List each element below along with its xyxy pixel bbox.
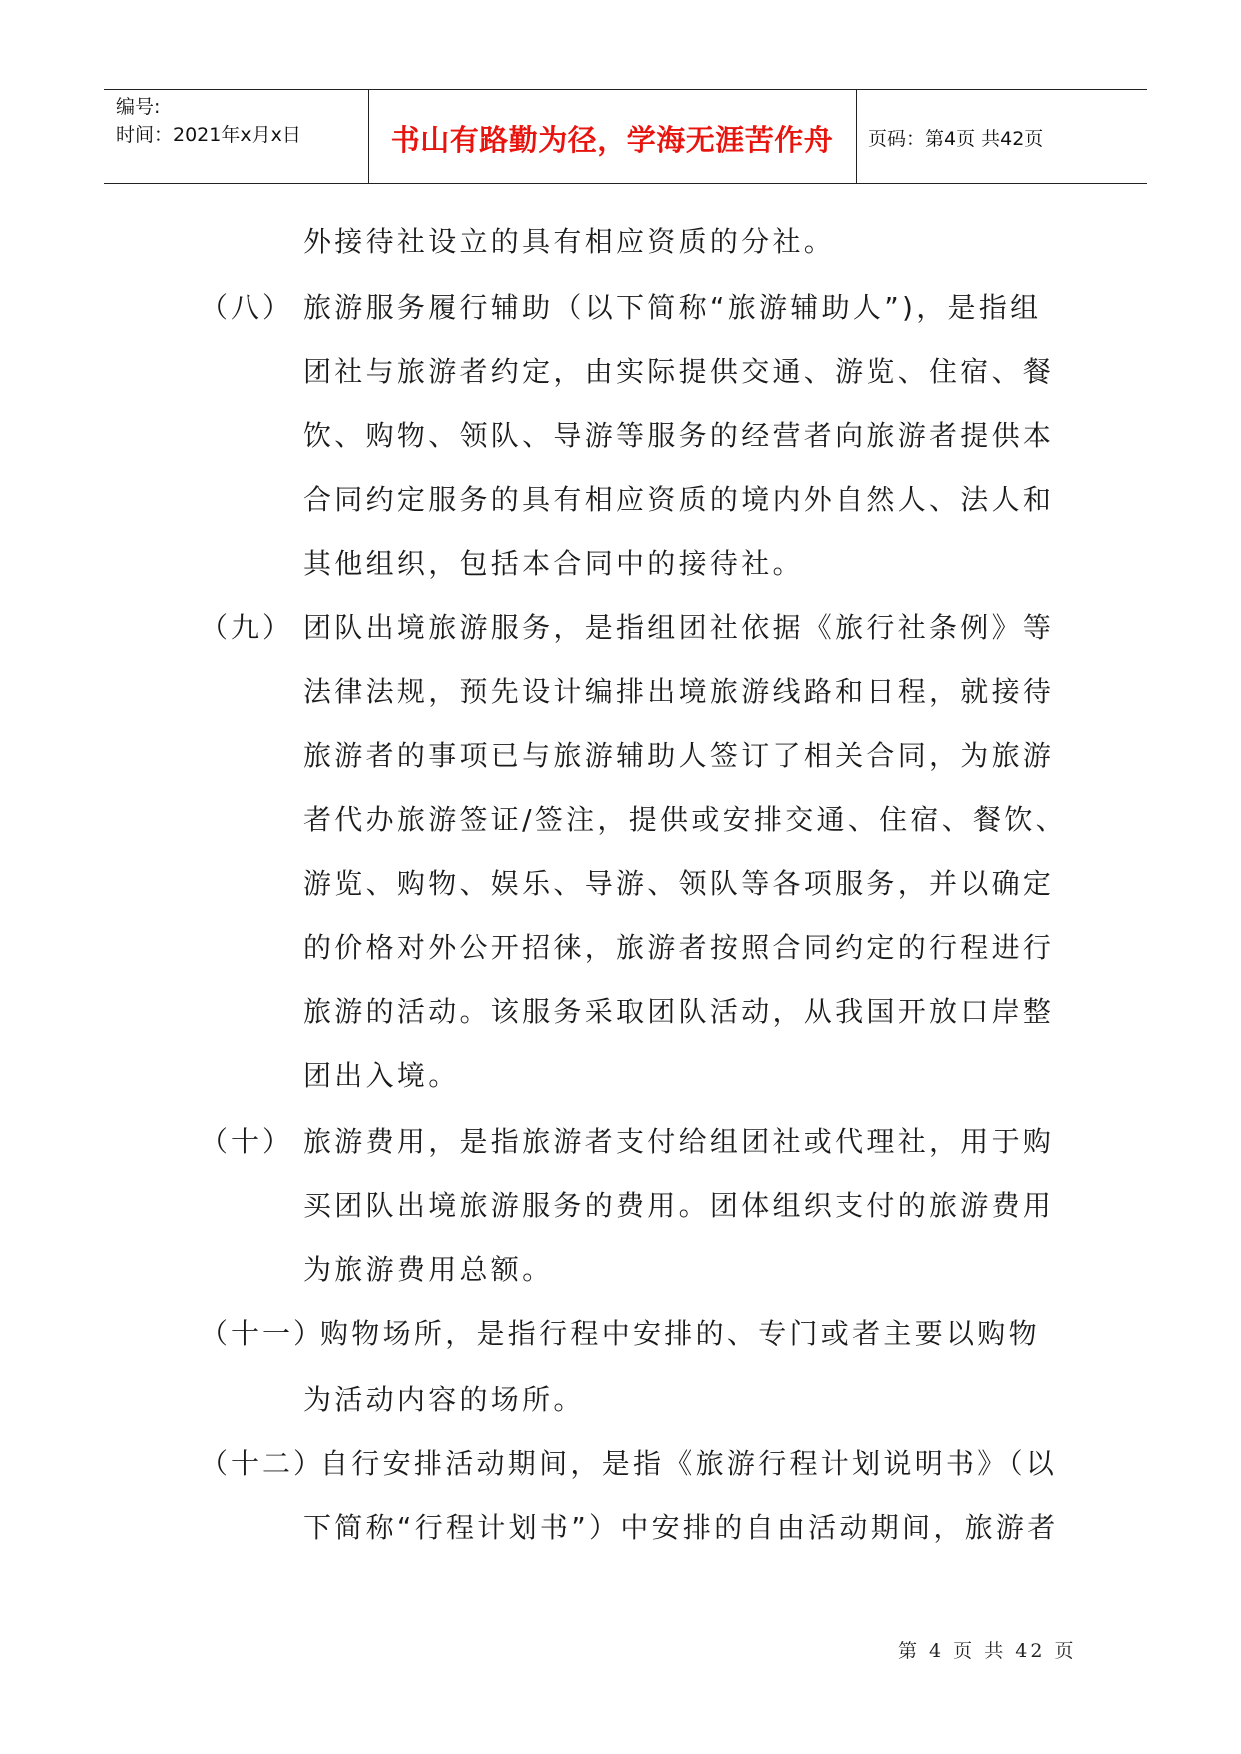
paragraph-line: 为旅游费用总额。: [303, 1253, 554, 1286]
paragraph-line: 其他组织，包括本合同中的接待社。: [303, 547, 804, 580]
item-marker: （八）: [200, 291, 294, 324]
item-marker: （十一）: [200, 1317, 325, 1350]
paragraph-line: 下简称“行程计划书”）中安排的自由活动期间，旅游者: [303, 1511, 1059, 1544]
header-motto: 书山有路勤为径，学海无涯苦作舟: [390, 123, 834, 157]
paragraph-line: 法律法规，预先设计编排出境旅游线路和日程，就接待: [303, 675, 1055, 708]
page-header: [104, 89, 1147, 184]
paragraph-line: 外接待社设立的具有相应资质的分社。: [303, 225, 836, 258]
paragraph-line: 合同约定服务的具有相应资质的境内外自然人、法人和: [303, 483, 1055, 516]
paragraph-line: 旅游服务履行辅助（以下简称“旅游辅助人”)，是指组: [303, 291, 1042, 324]
document-number-label: 编号:: [116, 96, 161, 118]
header-page-info: 页码：第4页 共42页: [868, 128, 1044, 150]
paragraph-line: 的价格对外公开招徕，旅游者按照合同约定的行程进行: [303, 931, 1055, 964]
header-middle-cell: [368, 90, 857, 183]
header-left-cell: [104, 90, 369, 183]
paragraph-line: 者代办旅游签证/签注，提供或安排交通、住宿、餐饮、: [303, 803, 1067, 836]
paragraph-line: 为活动内容的场所。: [303, 1383, 585, 1416]
document-time-label: 时间：2021年x月x日: [116, 124, 301, 146]
paragraph-line: 团社与旅游者约定，由实际提供交通、游览、住宿、餐: [303, 355, 1055, 388]
item-marker: （十）: [200, 1125, 294, 1158]
paragraph-line: 旅游的活动。该服务采取团队活动，从我国开放口岸整: [303, 995, 1055, 1028]
paragraph-line: 买团队出境旅游服务的费用。团体组织支付的旅游费用: [303, 1189, 1055, 1222]
paragraph-line: 饮、购物、领队、导游等服务的经营者向旅游者提供本: [303, 419, 1055, 452]
paragraph-line: 旅游费用，是指旅游者支付给组团社或代理社，用于购: [303, 1125, 1055, 1158]
paragraph-line: 团队出境旅游服务，是指组团社依据《旅行社条例》等: [303, 611, 1055, 644]
paragraph-line: 自行安排活动期间，是指《旅游行程计划说明书》（以: [320, 1447, 1058, 1480]
paragraph-line: 游览、购物、娱乐、导游、领队等各项服务，并以确定: [303, 867, 1055, 900]
item-marker: （九）: [200, 611, 294, 644]
page-footer: 第 4 页 共 42 页: [898, 1640, 1077, 1662]
paragraph-line: 旅游者的事项已与旅游辅助人签订了相关合同，为旅游: [303, 739, 1055, 772]
item-marker: （十二）: [200, 1447, 325, 1480]
header-right-cell: [856, 90, 1147, 183]
paragraph-line: 团出入境。: [303, 1059, 460, 1092]
paragraph-line: 购物场所，是指行程中安排的、专门或者主要以购物: [320, 1317, 1040, 1350]
